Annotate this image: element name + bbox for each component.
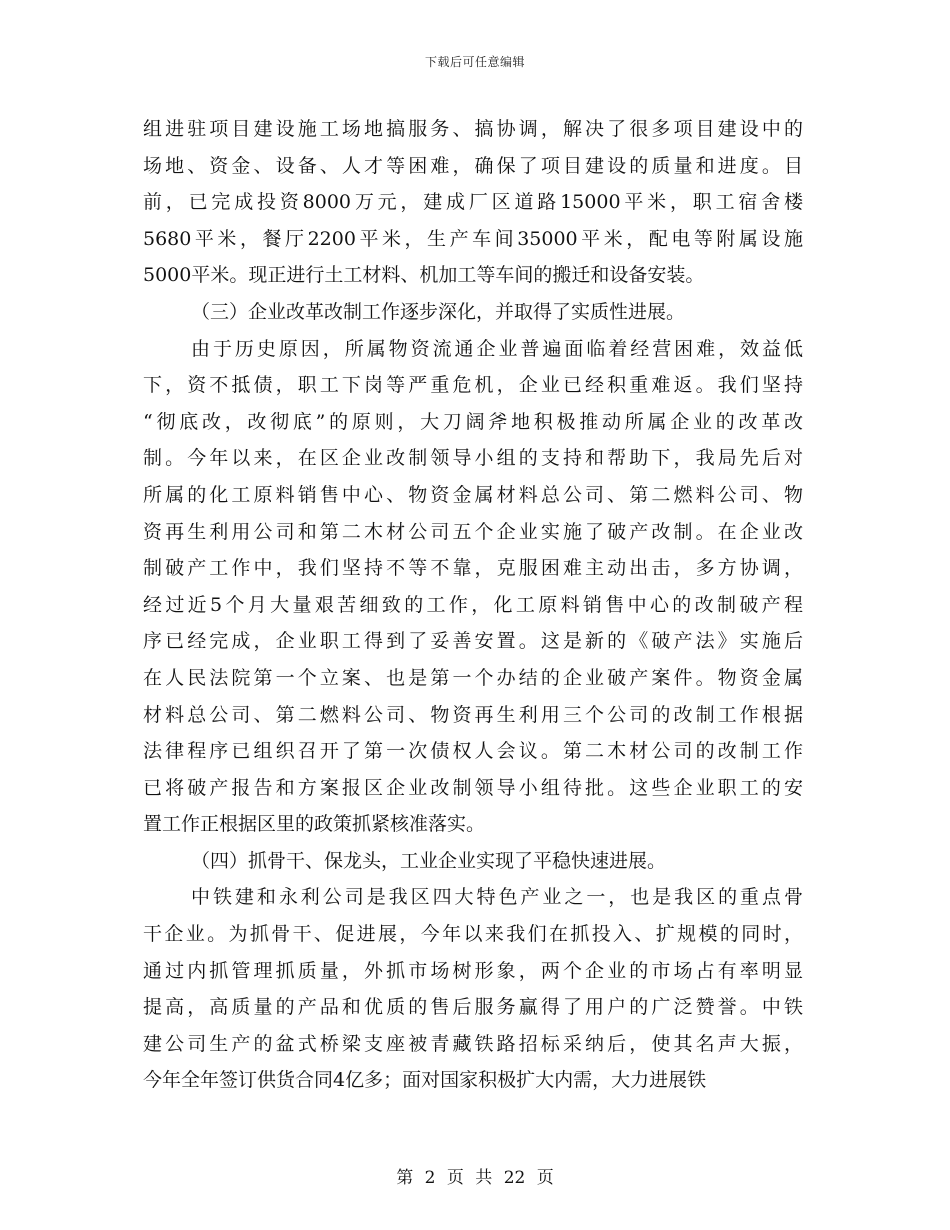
text-line: 通过内抓管理抓质量，外抓市场树形象，两个企业的市场占有率明显 (143, 959, 803, 982)
text-line: 经过近5个月大量艰苦细致的工作，化工原料销售中心的改制破产程 (143, 593, 803, 616)
text-line: （三）企业改革改制工作逐步深化，并取得了实质性进展。 (191, 300, 686, 323)
text-line: 已将破产报告和方案报区企业改制领导小组待批。这些企业职工的安 (143, 776, 803, 799)
text-line: 在人民法院第一个立案、也是第一个办结的企业破产案件。物资金属 (143, 666, 803, 689)
document-body (143, 111, 803, 1099)
text-line: 材料总公司、第二燃料公司、物资再生利用三个公司的改制工作根据 (143, 703, 803, 726)
page-header: 下载后可任意编辑 (424, 55, 525, 69)
text-line: 前，已完成投资8000万元，建成厂区道路15000平米，职工宿舍楼 (143, 191, 803, 214)
text-line: （四）抓骨干、保龙头，工业企业实现了平稳快速进展。 (191, 849, 667, 872)
text-line: 资再生利用公司和第二木材公司五个企业实施了破产改制。在企业改 (143, 520, 803, 543)
text-line: 法律程序已组织召开了第一次债权人会议。第二木材公司的改制工作 (143, 740, 803, 763)
text-line: 5680平米，餐厅2200平米，生产车间35000平米，配电等附属设施 (143, 227, 803, 250)
text-line: “彻底改，改彻底”的原则，大刀阔斧地积极推动所属企业的改革改 (143, 410, 803, 433)
text-line: 由于历史原因，所属物资流通企业普遍面临着经营困难，效益低 (191, 337, 803, 360)
text-line: 组进驻项目建设施工场地搞服务、搞协调，解决了很多项目建设中的 (143, 118, 803, 140)
text-line: 置工作正根据区里的政策抓紧核准落实。 (143, 813, 486, 836)
text-line: 干企业。为抓骨干、促进展，今年以来我们在抓投入、扩规模的同时， (143, 923, 803, 946)
text-line: 今年全年签订供货合同4亿多；面对国家积极扩大内需，大力进展铁 (143, 1069, 707, 1092)
text-line: 建公司生产的盆式桥梁支座被青藏铁路招标采纳后，使其名声大振， (143, 1032, 803, 1055)
text-line: 场地、资金、设备、人才等困难，确保了项目建设的质量和进度。目 (143, 154, 803, 177)
text-line: 所属的化工原料销售中心、物资金属材料总公司、第二燃料公司、物 (143, 483, 803, 506)
text-line: 中铁建和永利公司是我区四大特色产业之一，也是我区的重点骨 (191, 886, 803, 909)
text-line: 提高，高质量的产品和优质的售后服务赢得了用户的广泛赞誉。中铁 (143, 996, 803, 1019)
text-line: 制。今年以来，在区企业改制领导小组的支持和帮助下，我局先后对 (143, 447, 803, 470)
text-line: 5000平米。现正进行土工材料、机加工等车间的搬迁和设备安装。 (143, 264, 705, 287)
text-line: 下，资不抵债，职工下岗等严重危机，企业已经积重难返。我们坚持 (143, 374, 803, 397)
text-line: 序已经完成，企业职工得到了妥善安置。这是新的《破产法》实施后 (143, 630, 803, 653)
page-footer: 第 2 页 共 22 页 (396, 1168, 554, 1188)
text-line: 制破产工作中，我们坚持不等不靠，克服困难主动出击，多方协调， (143, 557, 803, 580)
